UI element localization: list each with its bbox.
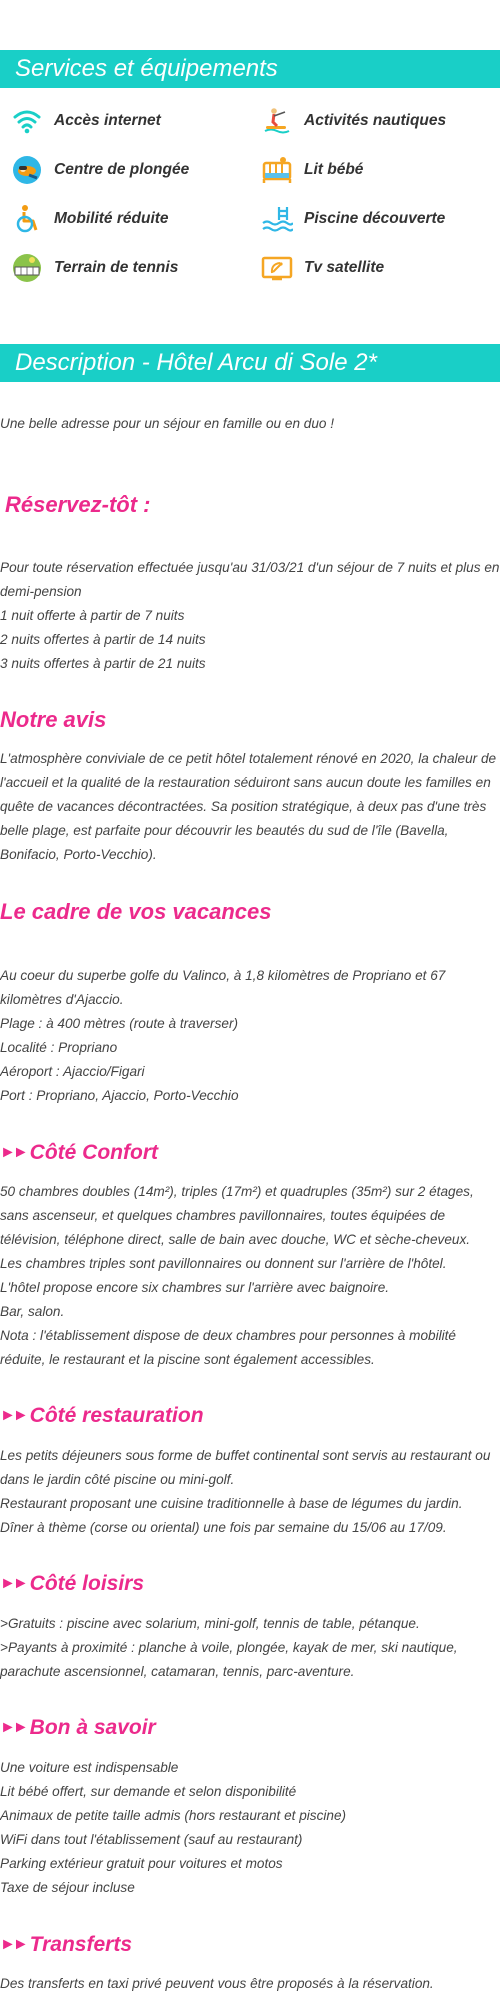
- reservez-line: 1 nuit offerte à partir de 7 nuits: [0, 608, 185, 623]
- service-nautique: [261, 105, 446, 137]
- confort-line: L'hôtel propose encore six chambres sur l'arrière avec baignoire.: [0, 1280, 390, 1295]
- transferts-text: Des transferts en taxi privé peuvent vous être proposés à la réservation.: [0, 1976, 434, 1991]
- service-piscine: [261, 203, 445, 235]
- loisirs-heading: [0, 1570, 144, 1598]
- service-label: Terrain de tennis: [54, 259, 179, 276]
- savoir-heading: [0, 1714, 156, 1742]
- restauration-heading-text: Côté restauration: [29, 1404, 204, 1427]
- service-label: Centre de plongée: [54, 161, 190, 178]
- restauration-block: [0, 1444, 500, 1540]
- double-arrow-icon: ►►: [0, 1144, 26, 1161]
- confort-heading: [0, 1139, 158, 1167]
- double-arrow-icon: ►►: [0, 1719, 26, 1736]
- service-label: Accès internet: [54, 112, 161, 129]
- reservez-line: Pour toute réservation effectuée jusqu'au 31/03/21 d'un séjour de 7 nuits et plus en demi-pension: [0, 560, 500, 599]
- double-arrow-icon: ►►: [0, 1936, 26, 1953]
- restauration-line: Restaurant proposant une cuisine traditionnelle à base de légumes du jardin.: [0, 1496, 463, 1511]
- service-label: Tv satellite: [304, 259, 385, 276]
- cadre-line: Port : Propriano, Ajaccio, Porto-Vecchio: [0, 1088, 239, 1103]
- crib-icon: [261, 154, 293, 186]
- service-internet: [11, 105, 161, 137]
- avis-text: L'atmosphère conviviale de ce petit hôtel totalement rénové en 2020, la chaleur de l'accueil et la qualité de la restauration séduiront sans aucun doute les familles en quête de vacances décontractées. Sa position stratégique, à deux pas d'une très belle plage, est parfaite pour découvrir les beautés du sud de l'île (Bavella, Bonifacio, Porto-Vecchio).: [0, 751, 497, 862]
- confort-line: Bar, salon.: [0, 1304, 65, 1319]
- cadre-block: [0, 964, 500, 1108]
- reservez-heading: Réservez-tôt :: [5, 492, 151, 517]
- service-label: Mobilité réduite: [54, 210, 169, 227]
- savoir-line: Parking extérieur gratuit pour voitures et motos: [0, 1856, 283, 1871]
- tv-satellite-icon: [261, 252, 293, 284]
- restauration-heading: [0, 1402, 204, 1430]
- reservez-line: 3 nuits offertes à partir de 21 nuits: [0, 656, 206, 671]
- savoir-line: WiFi dans tout l'établissement (sauf au restaurant): [0, 1832, 303, 1847]
- double-arrow-icon: ►►: [0, 1407, 26, 1424]
- savoir-line: Taxe de séjour incluse: [0, 1880, 135, 1895]
- transferts-heading: [0, 1931, 132, 1959]
- service-label: Piscine découverte: [304, 210, 446, 227]
- tennis-icon: [11, 252, 43, 284]
- transferts-heading-text: Transferts: [29, 1933, 132, 1956]
- double-arrow-icon: ►►: [0, 1575, 26, 1592]
- savoir-block: [0, 1756, 500, 1900]
- service-tennis: [11, 252, 178, 284]
- confort-block: [0, 1180, 500, 1372]
- service-mobilite: [11, 203, 169, 235]
- pool-icon: [261, 203, 293, 235]
- loisirs-line: >Gratuits : piscine avec solarium, mini-golf, tennis de table, pétanque.: [0, 1616, 420, 1631]
- loisirs-block: [0, 1612, 500, 1684]
- diving-icon: [11, 154, 43, 186]
- avis-heading: Notre avis: [0, 707, 107, 732]
- reservez-line: 2 nuits offertes à partir de 14 nuits: [0, 632, 206, 647]
- service-tv: [261, 252, 384, 284]
- service-plongee: [11, 154, 189, 186]
- water-ski-icon: [261, 105, 293, 137]
- cadre-line: Au coeur du superbe golfe du Valinco, à 1,8 kilomètres de Propriano et 67 kilomètres d'Ajaccio.: [0, 968, 446, 1007]
- loisirs-heading-text: Côté loisirs: [29, 1572, 145, 1595]
- restauration-line: Les petits déjeuners sous forme de buffet continental sont servis au restaurant ou dans le jardin côté piscine ou mini-golf.: [0, 1448, 491, 1487]
- description-title: Description - Hôtel Arcu di Sole 2*: [0, 344, 500, 382]
- service-label: Lit bébé: [304, 161, 364, 178]
- service-lit-bebe: [261, 154, 363, 186]
- loisirs-line: >Payants à proximité : planche à voile, plongée, kayak de mer, ski nautique, parachute ascensionnel, catamaran, tennis, parc-aventure.: [0, 1640, 458, 1679]
- restauration-line: Dîner à thème (corse ou oriental) une fois par semaine du 15/06 au 17/09.: [0, 1520, 447, 1535]
- services-title: Services et équipements: [0, 50, 500, 88]
- service-label: Activités nautiques: [304, 112, 447, 129]
- wheelchair-icon: [11, 203, 43, 235]
- cadre-line: Localité : Propriano: [0, 1040, 118, 1055]
- cadre-line: Plage : à 400 mètres (route à traverser): [0, 1016, 238, 1031]
- confort-line: 50 chambres doubles (14m²), triples (17m²) et quadruples (35m²) sur 2 étages, sans ascenseur, et quelques chambres pavillonnaires, toutes équipées de télévision, téléphone direct, salle de bain avec douche, WC et sèche-cheveux.: [0, 1184, 474, 1247]
- reservez-block: [0, 556, 500, 676]
- savoir-line: Lit bébé offert, sur demande et selon disponibilité: [0, 1784, 297, 1799]
- cadre-heading: Le cadre de vos vacances: [0, 899, 272, 924]
- description-intro: Une belle adresse pour un séjour en famille ou en duo !: [0, 416, 335, 431]
- savoir-line: Animaux de petite taille admis (hors restaurant et piscine): [0, 1808, 347, 1823]
- cadre-line: Aéroport : Ajaccio/Figari: [0, 1064, 145, 1079]
- confort-heading-text: Côté Confort: [29, 1141, 158, 1164]
- confort-line: Les chambres triples sont pavillonnaires ou donnent sur l'arrière de l'hôtel.: [0, 1256, 447, 1271]
- savoir-heading-text: Bon à savoir: [29, 1716, 156, 1739]
- wifi-icon: [11, 105, 43, 137]
- confort-line: Nota : l'établissement dispose de deux chambres pour personnes à mobilité réduite, le restaurant et la piscine sont également accessibles.: [0, 1328, 456, 1367]
- savoir-line: Une voiture est indispensable: [0, 1760, 179, 1775]
